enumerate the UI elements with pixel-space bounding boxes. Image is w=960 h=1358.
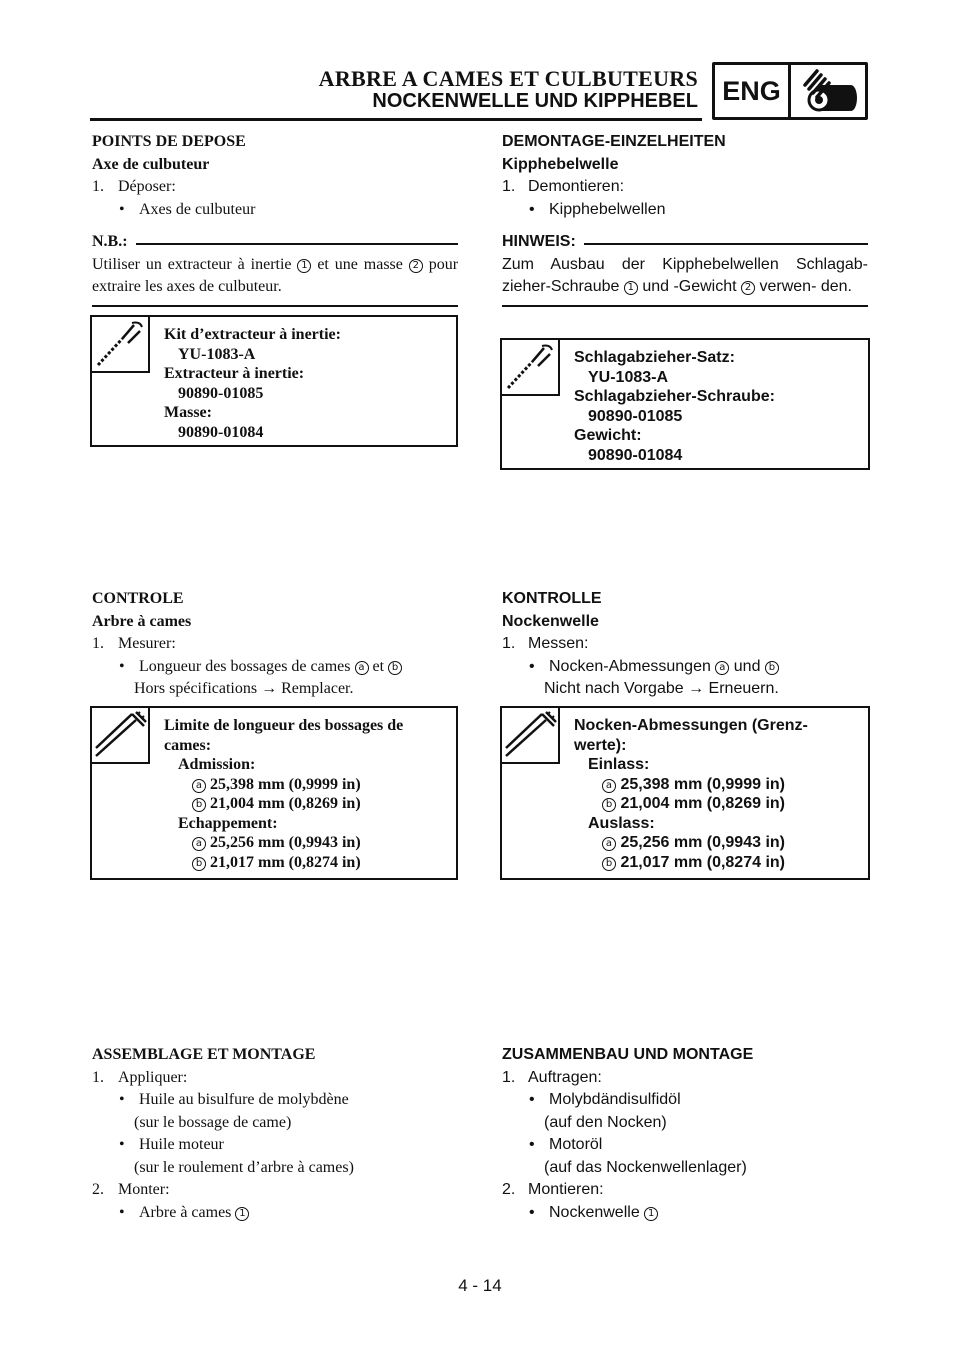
callout-marker: a bbox=[355, 661, 369, 675]
de-inspection-subheading: Nockenwelle bbox=[502, 612, 599, 630]
de-removal-subheading: Kipphebelwelle bbox=[502, 155, 619, 173]
de-tool-text bbox=[574, 348, 775, 465]
bullet-text: • Nocken-Abmessungen bbox=[544, 658, 711, 675]
de-assembly-section bbox=[502, 1044, 868, 1224]
spec-value: 21,004 mm (0,8269 in) bbox=[620, 795, 785, 812]
spec-title: Limite de longueur des bossages de cames: bbox=[164, 717, 404, 754]
spec-value: 25,398 mm (0,9999 in) bbox=[210, 775, 361, 793]
de-assembly-bullet bbox=[502, 1089, 868, 1112]
tool-part-number: 90890-01085 bbox=[178, 384, 264, 402]
spec-exhaust-b bbox=[164, 853, 450, 873]
step-number: 1. bbox=[502, 635, 516, 652]
fr-inspection-bullet bbox=[92, 656, 458, 679]
bullet-text: • Huile moteur bbox=[134, 1136, 224, 1153]
bullet-text: • Molybdändisulfidöl bbox=[544, 1091, 681, 1108]
language-badge bbox=[712, 62, 868, 120]
de-assembly-step1 bbox=[502, 1067, 868, 1090]
fr-removal-subheading: Axe de culbuteur bbox=[92, 155, 210, 173]
note-rule bbox=[136, 243, 458, 245]
fr-assembly-heading: ASSEMBLAGE ET MONTAGE bbox=[92, 1046, 316, 1063]
de-inspection-section bbox=[502, 588, 868, 701]
spec-value: 25,256 mm (0,9943 in) bbox=[210, 834, 361, 851]
fr-removal-heading: POINTS DE DEPOSE bbox=[92, 133, 246, 150]
de-note-header bbox=[502, 231, 868, 254]
tool-part-number: YU-1083-A bbox=[588, 368, 669, 386]
callout-marker: a bbox=[715, 661, 729, 675]
note-rule bbox=[584, 243, 868, 245]
spec-intake-b bbox=[574, 794, 854, 814]
spec-icon-box bbox=[92, 708, 150, 764]
callout-marker: b bbox=[192, 857, 206, 871]
spec-intake-label: Einlass: bbox=[588, 756, 650, 773]
callout-marker: a bbox=[602, 779, 616, 793]
spec-intake-label: Admission: bbox=[178, 756, 256, 773]
fr-inspection-action: Hors spécifications → Remplacer. bbox=[134, 680, 354, 697]
spec-exhaust-a bbox=[164, 833, 450, 853]
step-text: Messen: bbox=[528, 635, 589, 652]
step-text: Monter: bbox=[118, 1181, 170, 1198]
fr-assembly-bullet bbox=[92, 1134, 458, 1157]
tool-line: Kit d’extracteur à inertie: bbox=[164, 326, 341, 343]
fr-assembly-bullet-note: (sur le bossage de came) bbox=[134, 1113, 292, 1131]
step-text: Appliquer: bbox=[118, 1068, 188, 1086]
de-assembly-bullet bbox=[502, 1202, 868, 1225]
note-text: verwen- den. bbox=[759, 278, 852, 295]
tool-line: Schlagabzieher-Satz: bbox=[574, 349, 735, 366]
step-number: 2. bbox=[502, 1181, 516, 1198]
de-removal-bullet bbox=[502, 199, 868, 222]
note-text: Zum Ausbau der Kipphebelwellen Schlagab- zieher-Schraube bbox=[502, 255, 868, 295]
fr-inspection-heading: CONTROLE bbox=[92, 590, 184, 607]
tool-part-number: 90890-01084 bbox=[588, 446, 683, 464]
de-assembly-step2 bbox=[502, 1179, 868, 1202]
de-note-body bbox=[502, 254, 868, 299]
header-title-fr: ARBRE A CAMES ET CULBUTEURS bbox=[318, 66, 698, 91]
fr-inspection-step bbox=[92, 633, 458, 656]
note-text: et une masse bbox=[317, 255, 403, 273]
tool-part-number: 90890-01085 bbox=[588, 407, 683, 425]
tool-line: Masse: bbox=[164, 404, 212, 421]
caliper-icon bbox=[92, 708, 148, 762]
tool-part-number: YU-1083-A bbox=[178, 345, 256, 363]
spec-intake-a bbox=[164, 775, 450, 795]
tool-icon-box bbox=[92, 317, 150, 373]
de-note-label: HINWEIS: bbox=[502, 233, 576, 250]
step-text: Auftragen: bbox=[528, 1068, 602, 1086]
callout-marker: 1 bbox=[624, 281, 638, 295]
bullet-text: • Kipphebelwellen bbox=[544, 201, 666, 218]
tool-icon-box bbox=[502, 340, 560, 396]
step-text: Mesurer: bbox=[118, 635, 176, 652]
caliper-icon bbox=[502, 708, 558, 762]
header-rule bbox=[90, 118, 702, 121]
step-text: Déposer: bbox=[118, 178, 176, 195]
de-spec-box bbox=[500, 706, 870, 880]
spec-exhaust-label: Echappement: bbox=[178, 814, 278, 832]
callout-marker: b bbox=[388, 661, 402, 675]
de-inspection-bullet bbox=[502, 656, 868, 679]
spec-exhaust-a bbox=[574, 833, 854, 853]
callout-marker: b bbox=[765, 661, 779, 675]
spec-intake-b bbox=[164, 794, 450, 814]
fr-note-header bbox=[92, 231, 458, 254]
bullet-text: • Motoröl bbox=[544, 1136, 602, 1153]
bullet-text: et bbox=[372, 657, 385, 675]
tool-line: Gewicht: bbox=[574, 427, 642, 444]
de-assembly-bullet bbox=[502, 1134, 868, 1157]
callout-marker: 1 bbox=[644, 1207, 658, 1221]
fr-assembly-bullet bbox=[92, 1202, 458, 1225]
engine-icon bbox=[795, 67, 865, 117]
fr-note-label: N.B.: bbox=[92, 233, 128, 250]
step-text: Demontieren: bbox=[528, 178, 625, 195]
callout-marker: a bbox=[192, 779, 206, 793]
de-tool-box bbox=[500, 338, 870, 470]
fr-removal-bullet bbox=[92, 199, 458, 222]
callout-marker: 1 bbox=[297, 259, 311, 273]
spec-value: 21,017 mm (0,8274 in) bbox=[620, 853, 785, 871]
fr-removal-section bbox=[92, 131, 458, 307]
callout-marker: a bbox=[602, 837, 616, 851]
step-number: 2. bbox=[92, 1181, 104, 1198]
de-assembly-heading: ZUSAMMENBAU UND MONTAGE bbox=[502, 1046, 754, 1063]
fr-note-body bbox=[92, 254, 458, 299]
de-inspection-heading: KONTROLLE bbox=[502, 590, 602, 607]
callout-marker: b bbox=[602, 798, 616, 812]
spec-value: 21,017 mm (0,8274 in) bbox=[210, 853, 361, 871]
callout-marker: 2 bbox=[741, 281, 755, 295]
fr-assembly-section bbox=[92, 1044, 458, 1224]
note-end-rule bbox=[92, 305, 458, 307]
note-text: und -Gewicht bbox=[642, 278, 737, 295]
fr-spec-box bbox=[90, 706, 458, 880]
bullet-text: • Nockenwelle bbox=[544, 1204, 640, 1221]
callout-marker: a bbox=[192, 837, 206, 851]
step-text: Montieren: bbox=[528, 1181, 604, 1198]
fr-assembly-bullet-note: (sur le roulement d’arbre à cames) bbox=[134, 1158, 354, 1176]
fr-inspection-subheading: Arbre à cames bbox=[92, 612, 192, 630]
spec-value: 25,398 mm (0,9999 in) bbox=[620, 775, 785, 793]
note-text: pour extraire les axes de culbuteur. bbox=[92, 255, 459, 295]
spec-title: Nocken-Abmessungen (Grenz- werte): bbox=[574, 717, 808, 754]
note-text: Utiliser un extracteur à inertie bbox=[92, 255, 292, 273]
step-number: 1. bbox=[502, 178, 516, 195]
de-inspection-action: Nicht nach Vorgabe → Erneuern. bbox=[544, 680, 779, 697]
de-removal-section bbox=[502, 131, 868, 307]
fr-tool-box bbox=[90, 315, 458, 447]
bullet-text: • Axes de culbuteur bbox=[134, 201, 255, 218]
de-spec-text bbox=[574, 716, 854, 872]
fr-tool-text bbox=[164, 325, 341, 442]
callout-marker: b bbox=[602, 857, 616, 871]
header-title-de: NOCKENWELLE UND KIPPHEBEL bbox=[372, 90, 698, 112]
bullet-text: • Huile au bisulfure de molybdène bbox=[134, 1091, 349, 1108]
spec-exhaust-b bbox=[574, 853, 854, 873]
bullet-text: • Longueur des bossages de cames bbox=[134, 658, 351, 675]
wrench-icon bbox=[502, 340, 558, 394]
tool-part-number: 90890-01084 bbox=[178, 423, 264, 441]
bullet-text: • Arbre à cames bbox=[134, 1204, 231, 1221]
spec-value: 21,004 mm (0,8269 in) bbox=[210, 795, 361, 812]
tool-line: Schlagabzieher-Schraube: bbox=[574, 388, 775, 405]
step-number: 1. bbox=[92, 178, 104, 195]
spec-value: 25,256 mm (0,9943 in) bbox=[620, 834, 785, 851]
spec-intake-a bbox=[574, 775, 854, 795]
callout-marker: b bbox=[192, 798, 206, 812]
step-number: 1. bbox=[92, 1068, 104, 1086]
callout-marker: 1 bbox=[235, 1207, 249, 1221]
page-number: 4 - 14 bbox=[458, 1276, 502, 1295]
fr-assembly-step2 bbox=[92, 1179, 458, 1202]
fr-removal-step bbox=[92, 176, 458, 199]
de-assembly-bullet-note: (auf das Nockenwellenlager) bbox=[544, 1158, 747, 1176]
language-badge-label: ENG bbox=[715, 65, 791, 117]
de-inspection-step bbox=[502, 633, 868, 656]
tool-line: Extracteur à inertie: bbox=[164, 365, 305, 382]
wrench-icon bbox=[92, 317, 148, 371]
spec-exhaust-label: Auslass: bbox=[588, 814, 655, 832]
bullet-text: und bbox=[733, 657, 761, 675]
fr-assembly-step1 bbox=[92, 1067, 458, 1090]
de-removal-step bbox=[502, 176, 868, 199]
step-number: 1. bbox=[502, 1068, 516, 1086]
fr-spec-text bbox=[164, 716, 450, 872]
fr-assembly-bullet bbox=[92, 1089, 458, 1112]
fr-inspection-section bbox=[92, 588, 458, 701]
spec-icon-box bbox=[502, 708, 560, 764]
callout-marker: 2 bbox=[409, 259, 423, 273]
note-end-rule bbox=[502, 305, 868, 307]
de-assembly-bullet-note: (auf den Nocken) bbox=[544, 1113, 667, 1131]
step-number: 1. bbox=[92, 635, 104, 652]
de-removal-heading: DEMONTAGE-EINZELHEITEN bbox=[502, 133, 726, 150]
